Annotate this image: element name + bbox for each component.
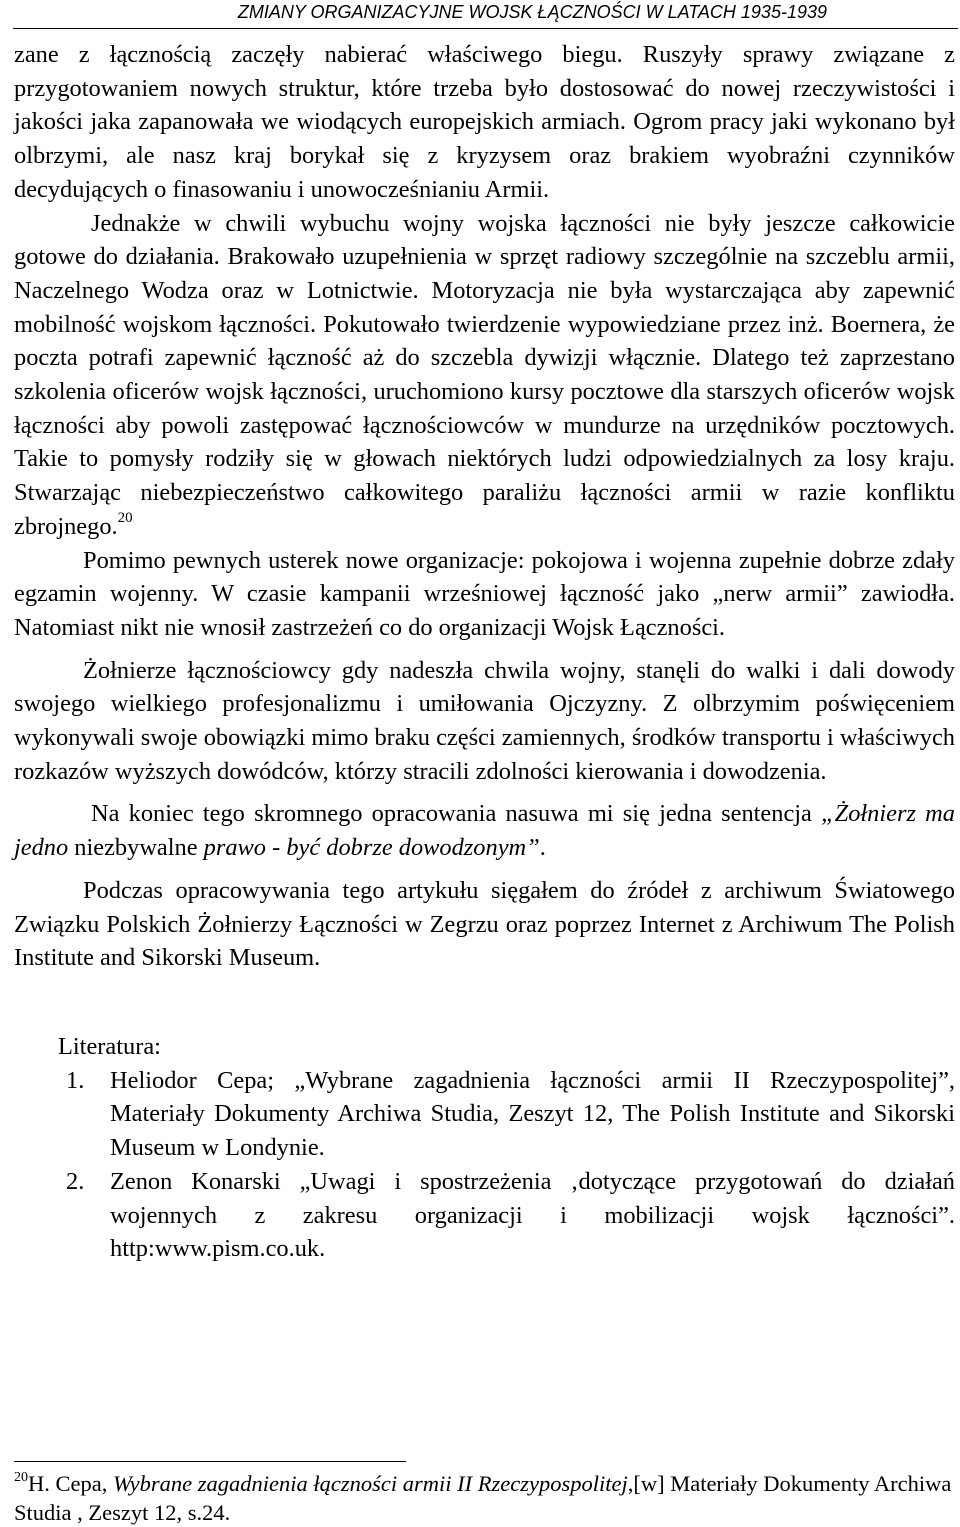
paragraph-6: Podczas opracowywania tego artykułu sięgałem do źródeł z archiwum Światowego Związku Polskich Żołnierzy Łączności w Zegrzu oraz poprzez Internet z Archiwum The Polish Institute and Sikorski Museum. bbox=[14, 876, 955, 972]
footnote-title: Wybrane zagadnienia łączności armii II Rzeczypospolitej bbox=[112, 1471, 628, 1496]
literature-list bbox=[14, 1064, 955, 1266]
literature-item bbox=[14, 1064, 955, 1165]
paragraph-4: Żołnierze łącznościowcy gdy nadeszła chwila wojny, stanęli do walki i dali dowody swojego wielkiego profesjonalizmu i umiłowania Ojczyzny. Z olbrzymim poświęceniem wykonywali swoje obowiązki mimo braku części zamiennych, środków transportu i właściwych rozkazów wyższych dowódców, którzy stracili zdolności kierowania i dowodzenia. bbox=[14, 656, 955, 785]
literature-item bbox=[14, 1165, 955, 1266]
footnote-author: H. Cepa, bbox=[28, 1471, 113, 1496]
paragraph-2 bbox=[14, 207, 955, 544]
paragraph-5 bbox=[14, 797, 955, 864]
footnote-number: 20 bbox=[14, 1470, 28, 1485]
header-rule bbox=[13, 28, 958, 29]
quote-part-2: prawo - być dobrze dowodzonym” bbox=[203, 834, 540, 862]
paragraph-5-c: niezbywalne bbox=[68, 834, 204, 862]
running-header: ZMIANY ORGANIZACYJNE WOJSK ŁĄCZNOŚCI W LATACH 1935-1939 bbox=[237, 2, 827, 22]
quote-part-1: „Żołnierz ma jedno bbox=[14, 800, 955, 862]
footnote bbox=[14, 1469, 954, 1527]
literature-title: Literatura: bbox=[58, 1032, 161, 1060]
footnote-rule bbox=[14, 1461, 406, 1462]
literature-item-num: 1. bbox=[66, 1066, 85, 1094]
body-text bbox=[14, 38, 955, 1266]
paragraph-5-e: . bbox=[539, 834, 546, 862]
paragraph-5-a: Na koniec tego skromnego opracowania nasuwa mi się jedna sentencja bbox=[91, 800, 822, 828]
paragraph-3: Pomimo pewnych usterek nowe organizacje: pokojowa i wojenna zupełnie dobrze zdały egzamin wojenny. W czasie kampanii wrześniowej łączność jako „nerw armii” zawiodła. Natomiast nikt nie wnosił zastrzeżeń co do organizacji Wojsk Łączności. bbox=[14, 546, 955, 641]
literature-item-text: Heliodor Cepa; „Wybrane zagadnienia łączności armii II Rzeczypospolitej”, Materiały Dokumenty Archiwa Studia, Zeszyt 12, The Polish Institute and Sikorski Museum w Londynie. bbox=[110, 1066, 955, 1162]
literature-item-num: 2. bbox=[66, 1167, 85, 1195]
paragraph-2-text: Jednakże w chwili wybuchu wojny wojska łączności nie były jeszcze całkowicie gotowe do działania. Brakowało uzupełnienia w sprzęt radiowy szczególnie na szczeblu armii, Naczelnego Wodza oraz w Lotnictwie. Motoryzacja nie była wystarczająca aby zapewnić mobilność wojskom łączności. Pokutowało twierdzenie wypowiedziane przez inż. Boernera, że poczta potrafi zapewnić łączność aż do szczebla dywizji włącznie. Dlatego też zaprzestano szkolenia oficerów wojsk łączności, uruchomiono kursy pocztowe dla starszych oficerów wojsk łączności aby powoli zastępować łącznościowców w mundurze na urzędników pocztowych. Takie to pomysły rodziły się w głowach niektórych ludzi odpowiedzialnych za losy kraju. Stwarzając niebezpieczeństwo całkowitego paraliżu łączności armii w razie konfliktu zbrojnego. bbox=[14, 209, 955, 540]
footnote-rest: ,[w] Materiały Dokumenty Archiwa Studia , Zeszyt 12, s.24. bbox=[14, 1471, 952, 1525]
footnote-ref[interactable]: 20 bbox=[117, 509, 133, 526]
paragraph-1: zane z łącznością zaczęły nabierać właściwego biegu. Ruszyły sprawy związane z przygotowaniem nowych struktur, które trzeba było dostosować do nowej rzeczywistości i jakości jaka zapanowała we wiodących europejskich armiach. Ogrom pracy jaki wykonano był olbrzymi, ale nasz kraj borykał się z kryzysem oraz brakiem wyobraźni czynników decydujących o finasowaniu i unowocześnianiu Armii. bbox=[14, 41, 955, 203]
literature-item-text: Zenon Konarski „Uwagi i spostrzeżenia ‚dotyczące przygotowań do działań wojennych z zakresu organizacji i mobilizacji wojsk łączności”. http:www.pism.co.uk. bbox=[110, 1167, 955, 1263]
